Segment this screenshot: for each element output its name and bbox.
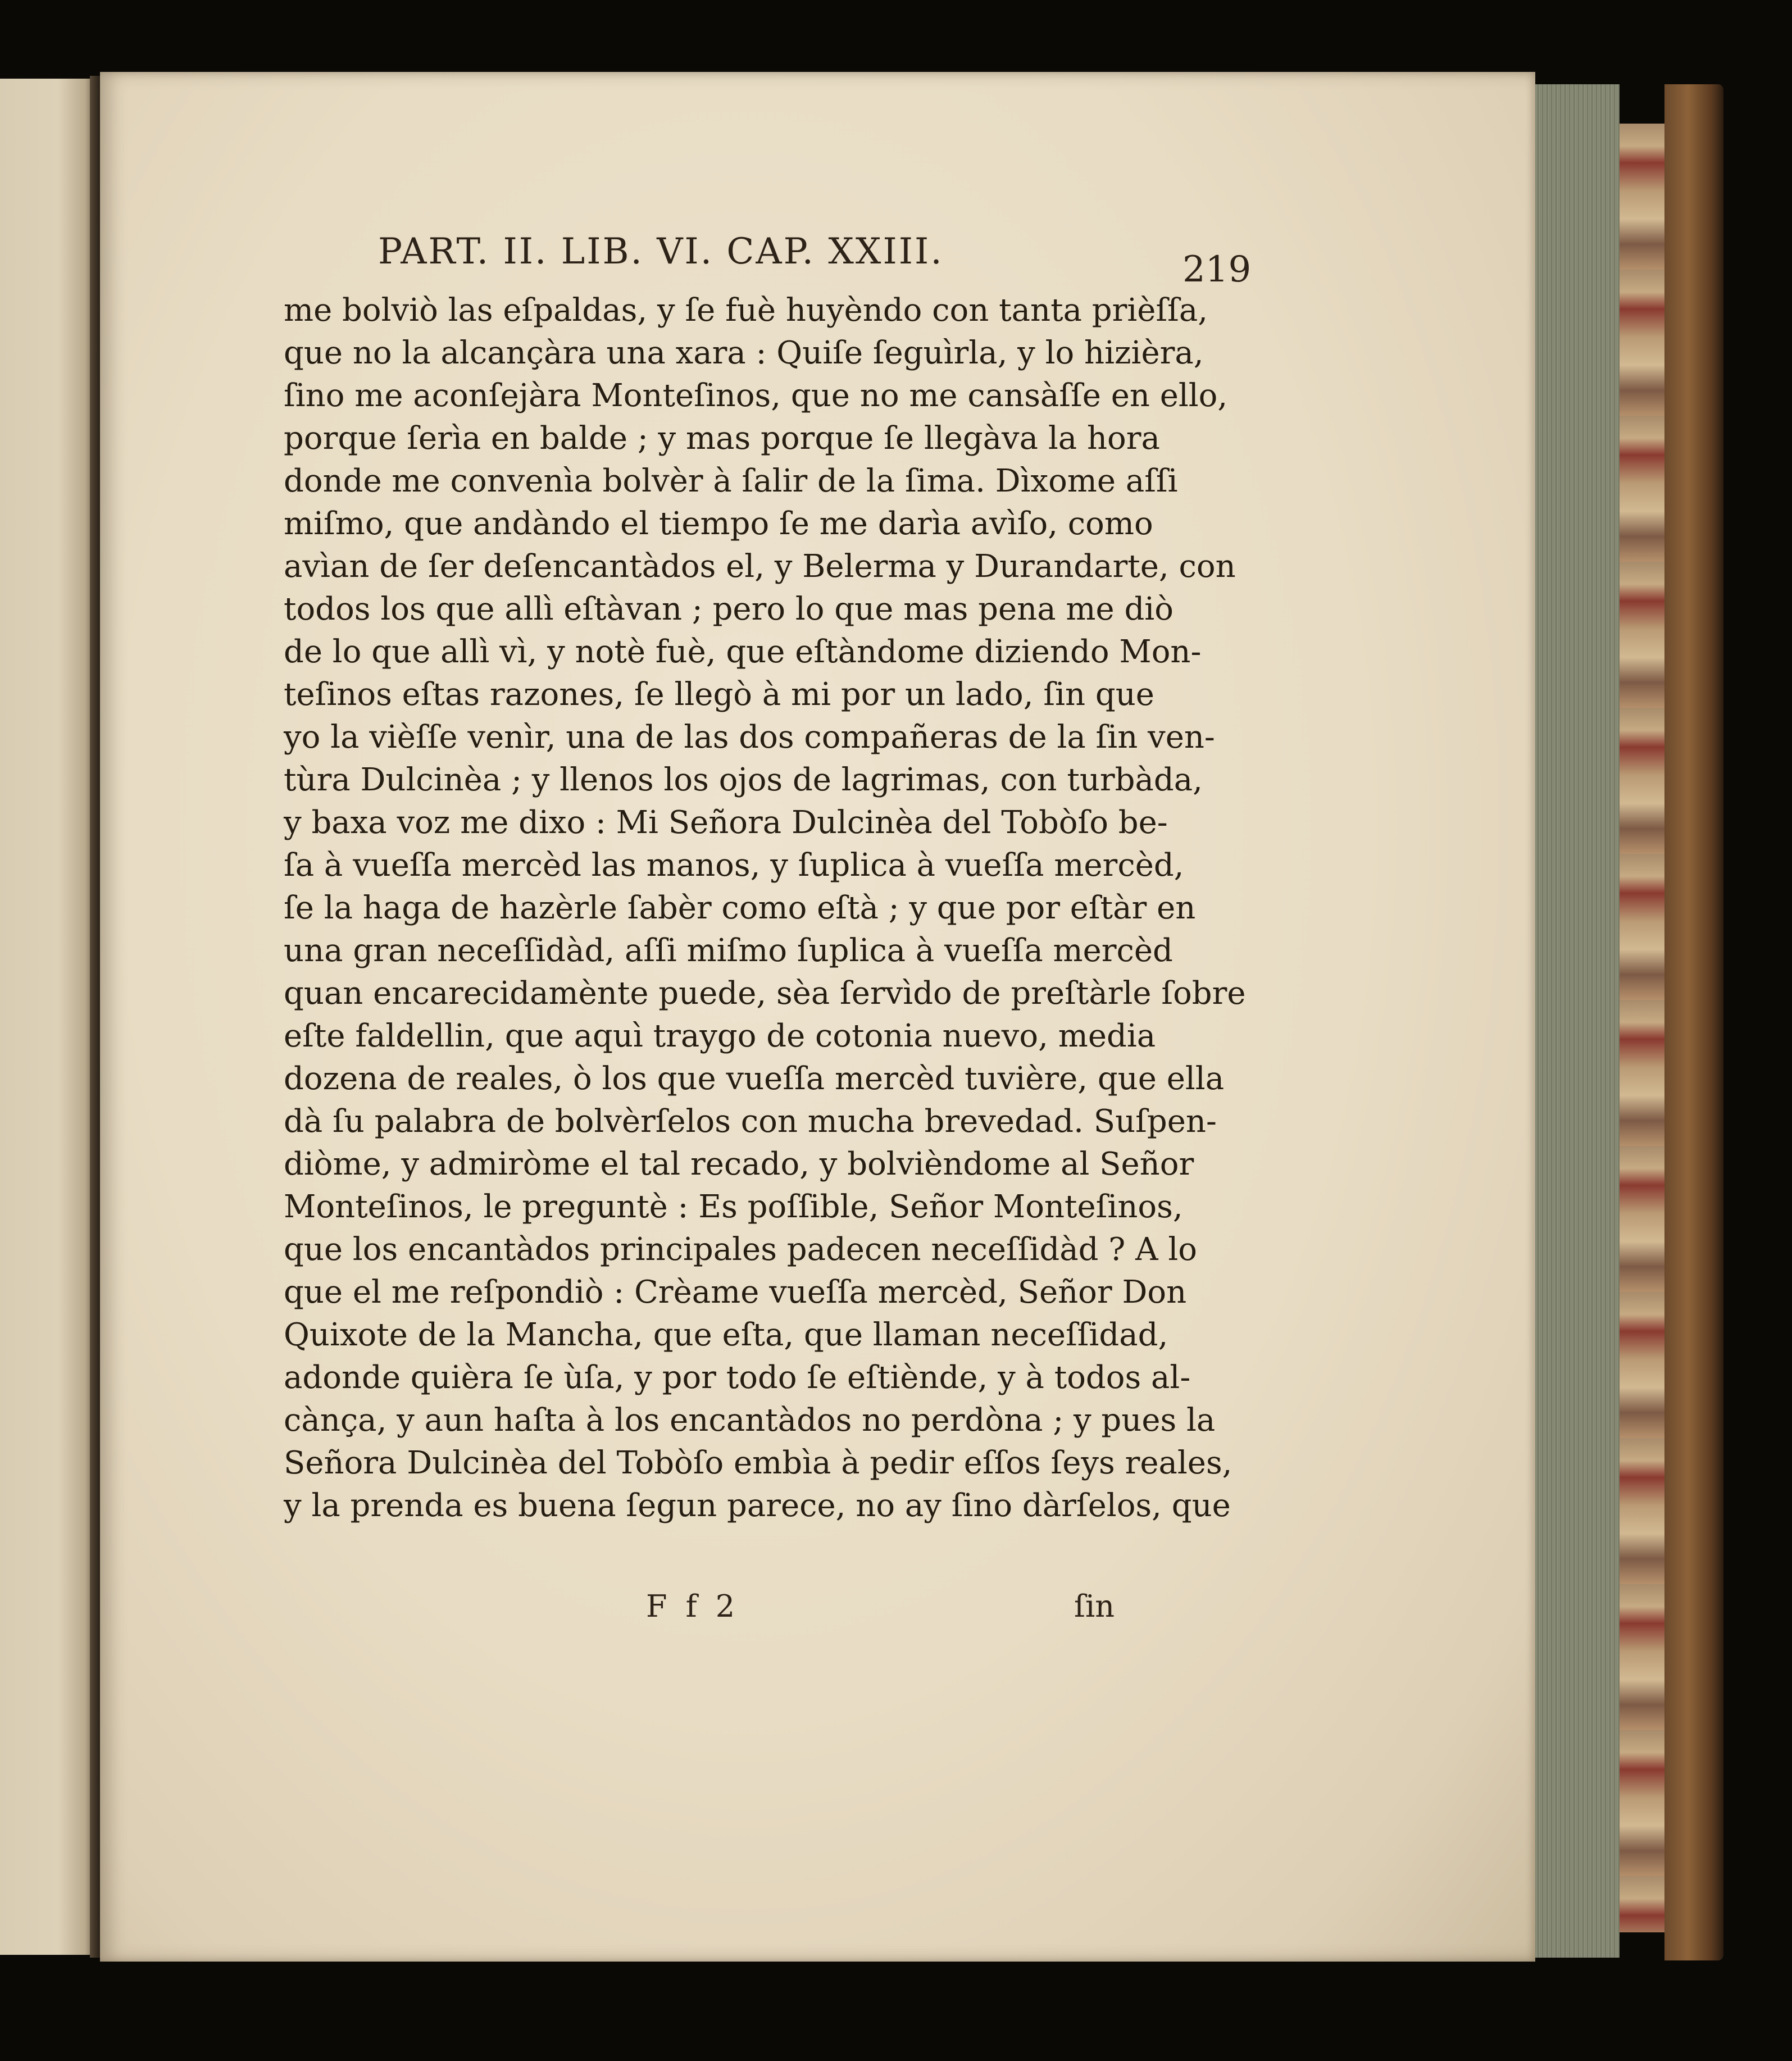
text-line: avìan de ſer deſencantàdos el, y Belerma y Durandarte, con xyxy=(284,548,1236,585)
text-line: cànça, y aun haſta à los encantàdos no perdòna ; y pues la xyxy=(284,1402,1216,1439)
text-line: yo la vièſſe venìr, una de las dos compañeras de la ſin ven- xyxy=(284,719,1215,756)
text-line: Monteſinos, le preguntè : Es poſſible, Señor Monteſinos, xyxy=(284,1189,1183,1225)
body-text xyxy=(284,289,1246,1527)
running-head: PART. II. LIB. VI. CAP. XXIII. xyxy=(378,231,944,272)
text-line: que no la alcançàra una xara : Quiſe ſeguìrla, y lo hizièra, xyxy=(284,335,1204,371)
text-line: y la prenda es buena ſegun parece, no ay ſino dàrſelos, que xyxy=(284,1487,1231,1524)
text-line: que el me reſpondiò : Crèame vueſſa mercèd, Señor Don xyxy=(284,1274,1187,1311)
text-line: donde me convenìa bolvèr à ſalir de la ſima. Dìxome aſſi xyxy=(284,463,1178,499)
signature-mark: F f 2 xyxy=(646,1589,740,1624)
text-line: Señora Dulcinèa del Tobòſo embìa à pedir eſſos ſeys reales, xyxy=(284,1445,1232,1481)
text-line: ſino me aconſejàra Monteſinos, que no me cansàſſe en ello, xyxy=(284,377,1228,414)
text-line: ſe la haga de hazèrle ſabèr como eſtà ; y que por eſtàr en xyxy=(284,890,1196,926)
text-line: ſa à vueſſa mercèd las manos, y ſuplica à vueſſa mercèd, xyxy=(284,847,1184,884)
text-line: porque ſerìa en balde ; y mas porque ſe llegàva la hora xyxy=(284,420,1160,457)
text-line: eſte faldellin, que aquì traygo de cotonia nuevo, media xyxy=(284,1018,1156,1054)
text-line: tùra Dulcinèa ; y llenos los ojos de lagrimas, con turbàda, xyxy=(284,762,1203,798)
text-line: una gran neceſſidàd, aſſi miſmo ſuplica à vueſſa mercèd xyxy=(284,932,1173,969)
text-line: quan encarecidamènte puede, sèa ſervìdo de preſtàrle ſobre xyxy=(284,975,1246,1012)
catchword: ſin xyxy=(1074,1589,1115,1624)
text-line: dozena de reales, ò los que vueſſa mercèd tuvière, que ella xyxy=(284,1061,1225,1097)
text-line: miſmo, que andàndo el tiempo ſe me darìa avìſo, como xyxy=(284,506,1153,542)
text-line: adonde quièra ſe ùſa, y por todo ſe eſtiènde, y à todos al- xyxy=(284,1359,1191,1396)
text-line: y baxa voz me dixo : Mi Señora Dulcinèa del Tobòſo be- xyxy=(284,804,1168,841)
text-line: Quixote de la Mancha, que eſta, que llaman neceſſidad, xyxy=(284,1317,1168,1353)
text-line: dà ſu palabra de bolvèrſelos con mucha brevedad. Suſpen- xyxy=(284,1103,1217,1140)
text-line: teſinos eſtas razones, ſe llegò à mi por un lado, ſin que xyxy=(284,676,1154,713)
text-line: que los encantàdos principales padecen neceſſidàd ? A lo xyxy=(284,1231,1197,1268)
text-line: me bolviò las eſpaldas, y ſe fuè huyèndo con tanta prièſſa, xyxy=(284,292,1208,329)
text-line: todos los que allì eſtàvan ; pero lo que mas pena me diò xyxy=(284,591,1174,627)
page-number: 219 xyxy=(1182,249,1252,290)
text-line: de lo que allì vì, y notè fuè, que eſtàndome diziendo Mon- xyxy=(284,634,1202,670)
text-line: diòme, y admiròme el tal recado, y bolvièndome al Señor xyxy=(284,1146,1194,1182)
